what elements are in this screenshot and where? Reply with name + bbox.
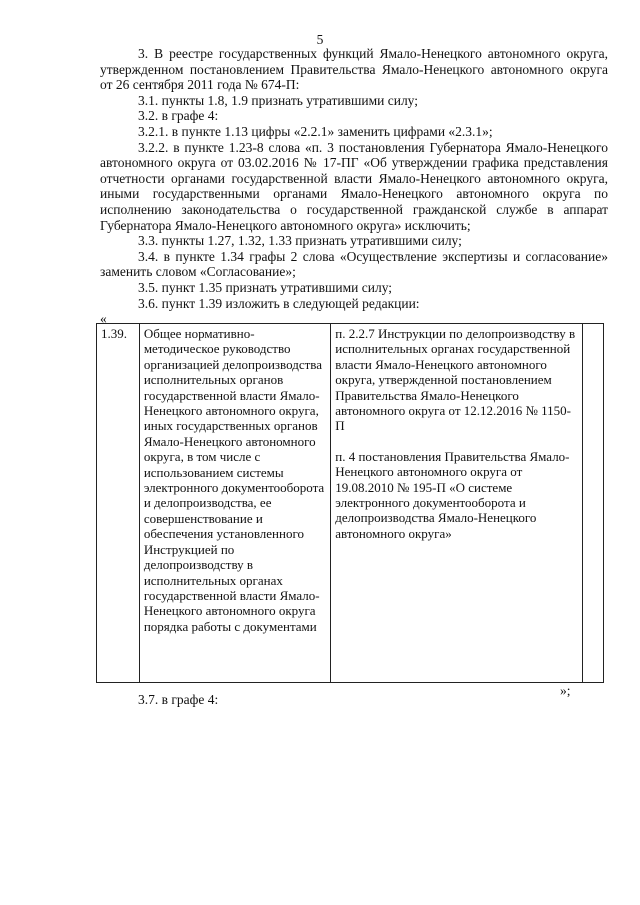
empty-column-cell	[583, 324, 604, 683]
paragraph-3-1: 3.1. пункты 1.8, 1.9 признать утратившими силу;	[138, 92, 418, 108]
paragraph-3-3: 3.3. пункты 1.27, 1.32, 1.33 признать утратившими силу;	[138, 233, 462, 249]
document-body	[100, 46, 608, 326]
paragraph-3-2: 3.2. в графе 4:	[138, 108, 219, 124]
item-description-cell: Общее нормативно-методическое руководство организацией делопроизводства исполнительных органов государственной власти Ямало-Ненецкого автономного округа, иных государственных органов Ямало-Ненецкого автономного округа, в том числе с использованием системы электронного документооборота и делопроизводства, ее совершенствование и обеспечения установленного Инструкцией по делопроизводству в исполнительных органах государственной власти Ямало-Ненецкого автономного округа порядка работы с документами	[139, 324, 330, 683]
item-number-cell: 1.39.	[97, 324, 140, 683]
registry-item-table	[96, 323, 604, 683]
basis-reference-2: п. 4 постановления Правительства Ямало-Ненецкого автономного округа от 19.08.2010 № 195-П «О системе электронного документооборота и делопроизводства Ямало-Ненецкого автономного округа»	[335, 448, 570, 541]
item-basis-cell	[331, 324, 583, 683]
paragraph-3-6: 3.6. пункт 1.39 изложить в следующей редакции:	[138, 295, 420, 311]
paragraph-3: 3. В реестре государственных функций Ямало-Ненецкого автономного округа, утвержденном постановлением Правительства Ямало-Ненецкого автономного округа от 26 сентября 2011 года № 674-П:	[100, 46, 608, 93]
paragraph-3-2-2: 3.2.2. в пункте 1.23-8 слова «п. 3 постановления Губернатора Ямало-Ненецкого автономного округа от 03.02.2016 № 17-ПГ «Об утверждении графика представления отчетности органами государственной власти Ямало-Ненецкого автономного округа, иными государственными органами Ямало-Ненецкого автономного округа по исполнению законодательства о государственной гражданской службе в аппарат Губернатора Ямало-Ненецкого автономного округа» исключить;	[100, 139, 608, 233]
basis-spacer	[335, 434, 578, 449]
paragraph-3-4: 3.4. в пункте 1.34 графы 2 слова «Осуществление экспертизы и согласование» заменить словом «Согласование»;	[100, 248, 608, 280]
quote-open-mark: «	[100, 311, 107, 327]
page-number: 5	[316, 32, 324, 47]
basis-reference-1: п. 2.2.7 Инструкции по делопроизводству в исполнительных органах государственной власти Ямало-Ненецкого автономного округа, утвержденной постановлением Правительства Ямало-Ненецкого автономного округа от 12.12.2016 № 1150-П	[335, 326, 576, 434]
paragraph-3-2-1: 3.2.1. в пункте 1.13 цифры «2.2.1» заменить цифрами «2.3.1»;	[138, 123, 493, 139]
paragraph-3-7: 3.7. в графе 4:	[138, 692, 219, 707]
paragraph-3-5: 3.5. пункт 1.35 признать утратившими силу;	[138, 279, 393, 295]
quote-close-mark: »;	[560, 683, 571, 698]
table-row	[97, 324, 604, 683]
